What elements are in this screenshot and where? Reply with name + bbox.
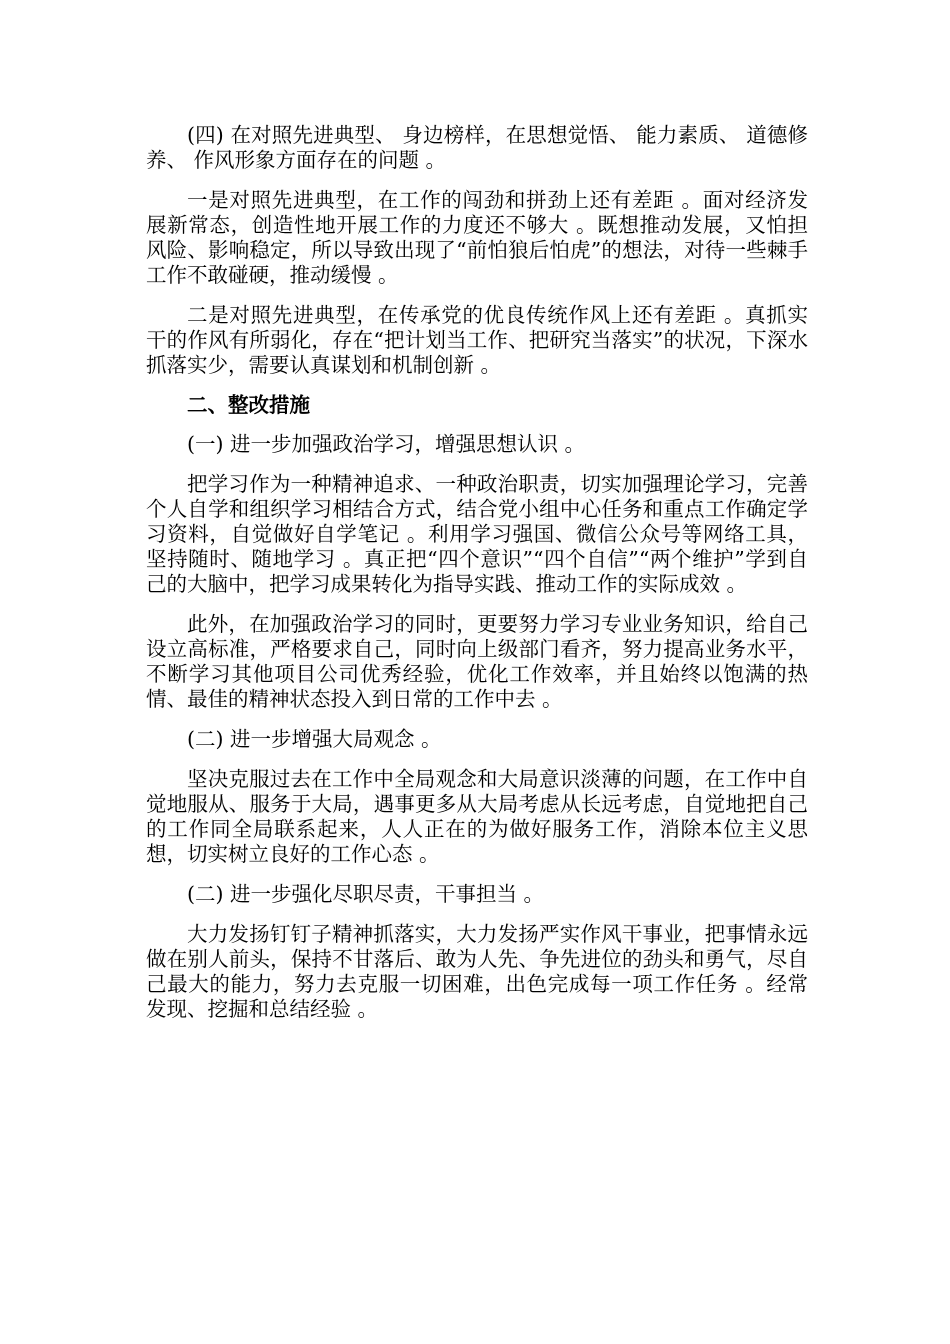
paragraph-measure-1-title: (一) 进一步加强政治学习，增强思想认识 。 (187, 432, 586, 456)
paragraph-measure-1-extra: 此外，在加强政治学习的同时，更要努力学习专业业务知识，给自己设立高标准，严格要求自己，同时向上级部门看齐，努力提高业务水平，不断学习其他项目公司优秀经验，优化工作效率，并且始终以饱满的热情、最佳的精神状态投入到日常的工作中去 。 (146, 612, 808, 711)
paragraph-measure-2-title: (二) 进一步增强大局观念 。 (187, 727, 442, 751)
section-heading-rectification: 二、整改措施 (187, 393, 310, 417)
paragraph-issue-2: 二是对照先进典型，在传承党的优良传统作风上还有差距 。真抓实干的作风有所弱化，存在“把计划当工作、把研究当落实”的状况，下深水抓落实少，需要认真谋划和机制创新 。 (146, 303, 808, 377)
paragraph-measure-1-body: 把学习作为一种精神追求、一种政治职责，切实加强理论学习，完善个人自学和组织学习相结合方式，结合党小组中心任务和重点工作确定学习资料，自觉做好自学笔记 。利用学习强国、微信公众号等网络工具，坚持随时、随地学习 。真正把“四个意识”“四个自信”“两个维护”学到自己的大脑中，把学习成果转化为指导实践、推动工作的实际成效 。 (146, 472, 808, 596)
paragraph-measure-3-body: 大力发扬钉钉子精神抓落实，大力发扬严实作风干事业，把事情永远做在别人前头，保持不甘落后、敢为人先、争先进位的劲头和勇气，尽自己最大的能力，努力去克服一切困难，出色完成每一项工作任务 。经常发现、挖掘和总结经验 。 (146, 922, 808, 1021)
paragraph-measure-3-title: (二) 进一步强化尽职尽责，干事担当 。 (187, 882, 545, 906)
paragraph-issue-1: 一是对照先进典型，在工作的闯劲和拼劲上还有差距 。面对经济发展新常态，创造性地开展工作的力度还不够大 。既想推动发展，又怕担风险、影响稳定，所以导致出现了“前怕狼后怕虎”的想法，对待一些棘手工作不敢碰硬，推动缓慢 。 (146, 188, 808, 287)
paragraph-measure-2-body: 坚决克服过去在工作中全局观念和大局意识淡薄的问题，在工作中自觉地服从、服务于大局，遇事更多从大局考虑从长远考虑，自觉地把自己的工作同全局联系起来，人人正在的为做好服务工作，消除本位主义思想，切实树立良好的工作心态 。 (146, 767, 808, 866)
document-page (146, 123, 808, 1037)
paragraph-section-4-title: (四) 在对照先进典型、 身边榜样，在思想觉悟、 能力素质、 道德修养、 作风形象方面存在的问题 。 (146, 123, 808, 172)
